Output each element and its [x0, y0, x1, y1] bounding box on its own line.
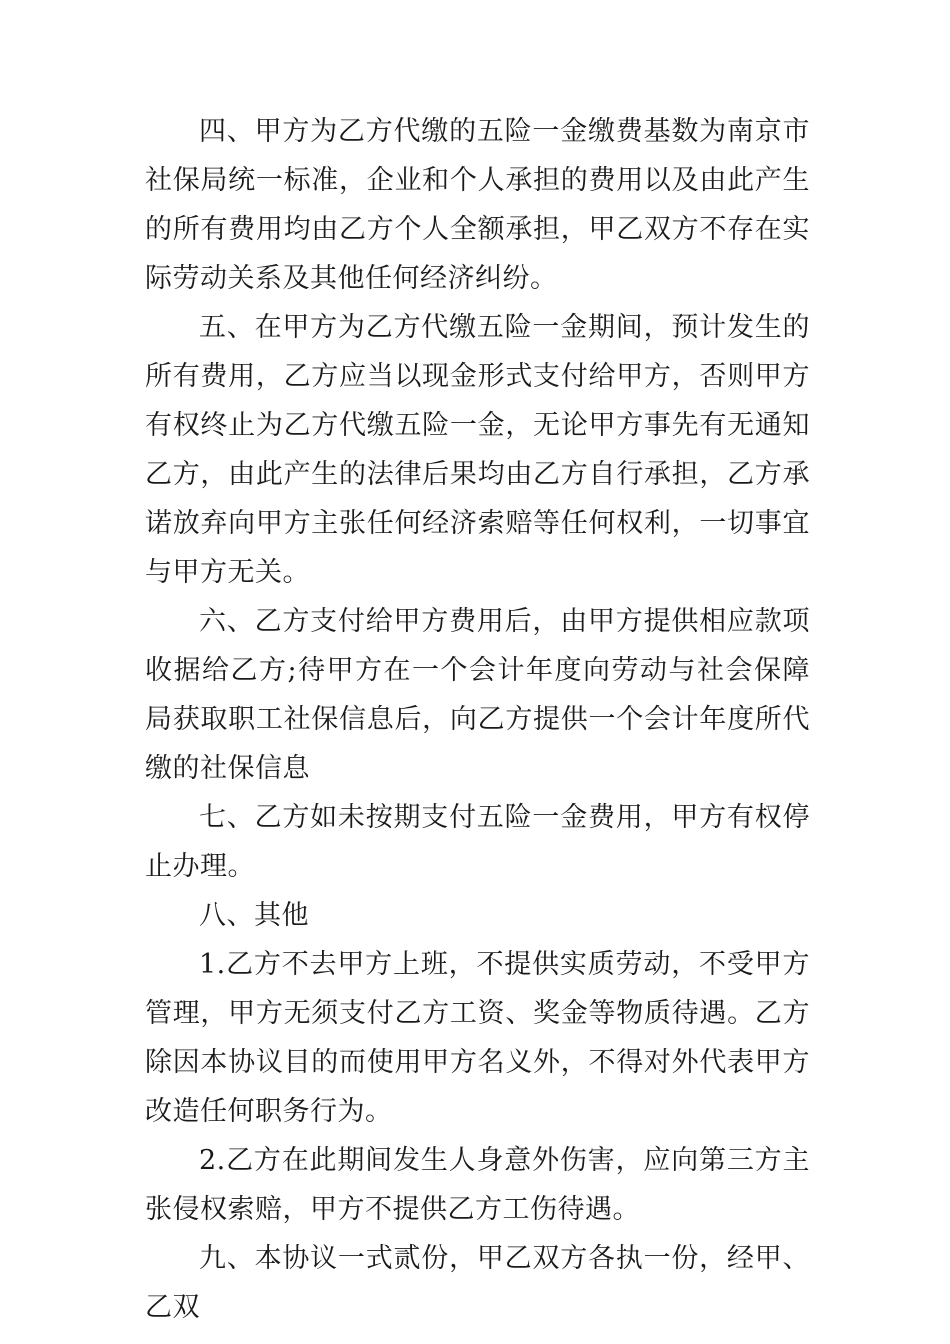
clause-8-heading: 八、其他	[199, 900, 309, 931]
clause-9-paragraph: 九、本协议一式贰份，甲乙双方各执一份，经甲、乙双	[145, 1243, 810, 1323]
clause-8-item-2: 2.乙方在此期间发生人身意外伤害，应向第三方主张侵权索赔，甲方不提供乙方工伤待遇。	[145, 1145, 810, 1225]
clause-7-paragraph: 七、乙方如未按期支付五险一金费用，甲方有权停止办理。	[145, 802, 810, 882]
document-body	[145, 107, 810, 1332]
clause-6-paragraph: 六、乙方支付给甲方费用后，由甲方提供相应款项收据给乙方;待甲方在一个会计年度向劳动与社会保障局获取职工社保信息后，向乙方提供一个会计年度所代缴的社保信息	[145, 606, 810, 784]
clause-8-item-1: 1.乙方不去甲方上班，不提供实质劳动，不受甲方管理，甲方无须支付乙方工资、奖金等物质待遇。乙方除因本协议目的而使用甲方名义外，不得对外代表甲方改造任何职务行为。	[145, 949, 810, 1127]
clause-5-paragraph: 五、在甲方为乙方代缴五险一金期间，预计发生的所有费用，乙方应当以现金形式支付给甲方，否则甲方有权终止为乙方代缴五险一金，无论甲方事先有无通知乙方，由此产生的法律后果均由乙方自行承担，乙方承诺放弃向甲方主张任何经济索赔等任何权利，一切事宜与甲方无关。	[145, 312, 810, 588]
clause-4-paragraph: 四、甲方为乙方代缴的五险一金缴费基数为南京市社保局统一标准，企业和个人承担的费用以及由此产生的所有费用均由乙方个人全额承担，甲乙双方不存在实际劳动关系及其他任何经济纠纷。	[145, 116, 810, 294]
